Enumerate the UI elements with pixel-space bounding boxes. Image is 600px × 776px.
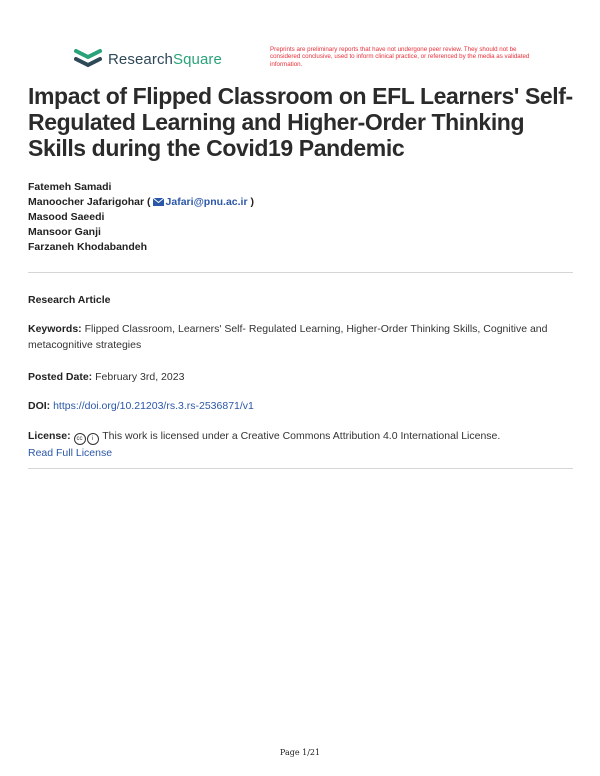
keywords-value: Flipped Classroom, Learners' Self- Regulated Learning, Higher-Order Thinking Skills, Cognitive and metacognitive strategies: [28, 323, 548, 351]
corresponding-author-line: Manoocher Jafarigohar ( Jafari@pnu.ac.ir ): [28, 196, 254, 208]
corresponding-email-link[interactable]: Jafari@pnu.ac.ir: [165, 196, 248, 208]
logo-suffix: Square: [173, 50, 222, 68]
doi-label: DOI:: [28, 400, 51, 412]
license-text: This work is licensed under a Creative Commons Attribution 4.0 International License.: [102, 430, 501, 442]
author-name: Fatemeh Samadi: [28, 181, 112, 193]
posted-value: February 3rd, 2023: [95, 371, 185, 383]
read-full-license-link[interactable]: Read Full License: [28, 447, 113, 459]
research-square-logo-icon: [74, 47, 102, 71]
posted-label: Posted Date:: [28, 371, 93, 383]
divider: [28, 468, 573, 469]
license: [28, 428, 573, 461]
posted-date: [28, 369, 573, 385]
keywords-label: Keywords:: [28, 323, 82, 335]
logo-text: [108, 51, 222, 68]
research-square-logo[interactable]: [74, 47, 222, 71]
preprint-disclaimer: Preprints are preliminary reports that have not undergone peer review. They should not be considered conclusive, used to inform clinical practice, or referenced by the media as validated information.: [270, 46, 530, 68]
author-name: Masood Saeedi: [28, 211, 105, 223]
cc-by-icon: i: [87, 433, 99, 445]
author-list: [28, 180, 254, 255]
mail-icon: [153, 198, 164, 206]
keywords: [28, 321, 573, 353]
author-name: Mansoor Ganji: [28, 226, 101, 238]
doi-link[interactable]: https://doi.org/10.21203/rs.3.rs-2536871/v1: [53, 400, 254, 412]
doi: [28, 398, 573, 414]
divider: [28, 272, 573, 273]
author-name: Farzaneh Khodabandeh: [28, 241, 148, 253]
page-number: Page 1/21: [279, 748, 321, 757]
article-type: Research Article: [28, 294, 111, 306]
author-name: Manoocher Jafarigohar: [28, 196, 145, 208]
logo-prefix: Research: [108, 50, 173, 68]
cc-icon: cc: [74, 433, 86, 445]
paper-title: Impact of Flipped Classroom on EFL Learners' Self-Regulated Learning and Higher-Order Thinking Skills during the Covid19 Pandemic: [28, 83, 573, 161]
license-label: License:: [28, 430, 71, 442]
